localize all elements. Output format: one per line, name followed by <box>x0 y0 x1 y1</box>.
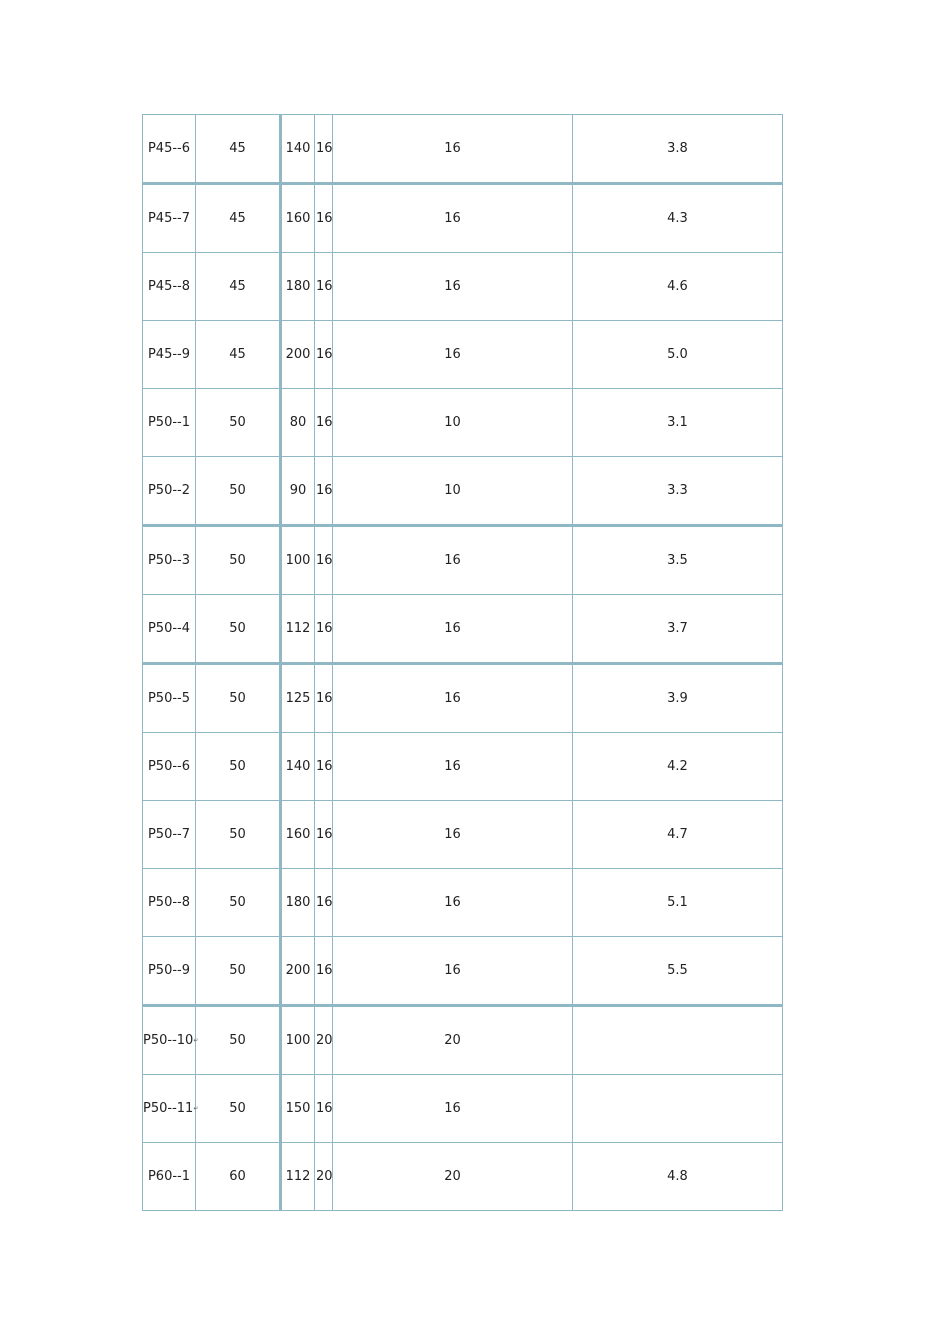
cell-b <box>315 595 333 664</box>
cell-b-text: 16 <box>316 759 333 774</box>
cell-weight <box>573 801 783 869</box>
cell-weight-text: 3.7 <box>667 621 688 636</box>
cell-b2 <box>333 115 573 184</box>
cell-b-text: 16 <box>316 827 333 842</box>
cell-b <box>315 115 333 184</box>
cell-b-text: 16 <box>316 691 333 706</box>
cell-b2 <box>333 869 573 937</box>
cell-weight-text: 4.8 <box>667 1169 688 1184</box>
cell-b2 <box>333 1143 573 1211</box>
cell-b2-text: 10 <box>444 415 461 430</box>
cell-b2 <box>333 595 573 664</box>
cell-code-text: P50--8 <box>147 895 191 910</box>
cell-length-text: 200 <box>285 347 311 362</box>
cell-code-text: P50--11 <box>143 1101 194 1116</box>
cell-length <box>281 937 315 1006</box>
cell-b2-text: 16 <box>444 211 461 226</box>
cell-length <box>281 869 315 937</box>
cell-length-text: 112 <box>285 1169 311 1184</box>
table-row <box>143 1075 783 1143</box>
cell-b2-text: 16 <box>444 279 461 294</box>
cell-diameter <box>196 457 281 526</box>
cell-length-text: 100 <box>285 553 311 568</box>
cell-b2 <box>333 801 573 869</box>
cell-diameter <box>196 115 281 184</box>
cell-b-text: 16 <box>316 621 333 636</box>
cell-length <box>281 1006 315 1075</box>
cell-b2-text: 16 <box>444 895 461 910</box>
cell-diameter-text: 45 <box>229 279 246 294</box>
cell-diameter <box>196 389 281 457</box>
paragraph-mark-icon: ↵ <box>193 1037 199 1044</box>
cell-b2-text: 16 <box>444 827 461 842</box>
cell-diameter <box>196 937 281 1006</box>
cell-length <box>281 184 315 253</box>
cell-diameter-text: 50 <box>229 621 246 636</box>
cell-b <box>315 801 333 869</box>
cell-diameter <box>196 253 281 321</box>
table-row <box>143 664 783 733</box>
cell-b2 <box>333 457 573 526</box>
cell-code <box>143 1006 199 1075</box>
table-row <box>143 526 783 595</box>
cell-diameter <box>196 526 281 595</box>
spec-table-body <box>143 115 783 1211</box>
cell-length-text: 140 <box>285 759 311 774</box>
table-row <box>143 937 783 1006</box>
cell-code-text: P45--6 <box>147 141 191 156</box>
cell-weight <box>573 664 783 733</box>
cell-diameter-text: 50 <box>229 1101 246 1116</box>
cell-weight <box>573 595 783 664</box>
spec-table <box>142 114 783 1211</box>
cell-code <box>143 253 196 321</box>
cell-code <box>143 184 196 253</box>
cell-diameter-text: 45 <box>229 347 246 362</box>
cell-b-text: 20 <box>316 1169 333 1184</box>
cell-weight <box>573 733 783 801</box>
cell-diameter-text: 50 <box>229 827 246 842</box>
cell-length-text: 80 <box>289 415 307 430</box>
table-row <box>143 595 783 664</box>
cell-code-text: P50--6 <box>147 759 191 774</box>
cell-b-text: 20 <box>316 1033 333 1048</box>
cell-length <box>281 595 315 664</box>
cell-code-text: P50--3 <box>147 553 191 568</box>
cell-b2 <box>333 1006 573 1075</box>
cell-weight <box>573 1143 783 1211</box>
cell-b-text: 16 <box>316 141 333 156</box>
cell-length-text: 180 <box>285 895 311 910</box>
cell-weight-text: 5.5 <box>667 963 688 978</box>
cell-length <box>281 664 315 733</box>
cell-length <box>281 253 315 321</box>
cell-length-text: 150 <box>285 1101 311 1116</box>
cell-weight <box>573 526 783 595</box>
cell-b2 <box>333 321 573 389</box>
cell-code <box>143 457 196 526</box>
table-row <box>143 801 783 869</box>
cell-length-text: 100 <box>285 1033 311 1048</box>
cell-length-text: 125 <box>285 691 311 706</box>
cell-length <box>281 389 315 457</box>
cell-code <box>143 389 196 457</box>
cell-b2-text: 16 <box>444 553 461 568</box>
cell-diameter <box>196 733 281 801</box>
cell-b2 <box>333 733 573 801</box>
cell-b2 <box>333 184 573 253</box>
cell-b-text: 16 <box>316 895 333 910</box>
cell-weight <box>573 869 783 937</box>
cell-length-text: 140 <box>285 141 311 156</box>
cell-code-text: P50--2 <box>147 483 191 498</box>
cell-b <box>315 253 333 321</box>
cell-code-text: P45--8 <box>147 279 191 294</box>
cell-diameter <box>196 1075 281 1143</box>
cell-code-text: P45--9 <box>147 347 191 362</box>
cell-code <box>143 1143 196 1211</box>
cell-b <box>315 1075 333 1143</box>
cell-b2-text: 16 <box>444 691 461 706</box>
cell-weight-text: 5.0 <box>667 347 688 362</box>
cell-diameter-text: 45 <box>229 211 246 226</box>
cell-length <box>281 733 315 801</box>
table-row <box>143 253 783 321</box>
cell-code <box>143 321 196 389</box>
cell-diameter <box>196 595 281 664</box>
cell-b-text: 16 <box>316 415 333 430</box>
cell-b2 <box>333 253 573 321</box>
cell-length-text: 160 <box>285 827 311 842</box>
cell-b <box>315 664 333 733</box>
cell-length <box>281 526 315 595</box>
cell-diameter <box>196 1006 281 1075</box>
cell-weight-text: 4.2 <box>667 759 688 774</box>
cell-diameter <box>196 321 281 389</box>
cell-code-text: P50--1 <box>147 415 191 430</box>
cell-b-text: 16 <box>316 1101 333 1116</box>
table-row <box>143 115 783 184</box>
cell-length <box>281 457 315 526</box>
cell-b <box>315 457 333 526</box>
cell-length-text: 160 <box>285 211 311 226</box>
cell-code <box>143 869 196 937</box>
cell-weight-text: 3.9 <box>667 691 688 706</box>
cell-diameter-text: 50 <box>229 415 246 430</box>
cell-b2-text: 16 <box>444 1101 461 1116</box>
cell-b <box>315 1143 333 1211</box>
cell-diameter <box>196 869 281 937</box>
cell-code-text: P50--5 <box>147 691 191 706</box>
paragraph-mark-icon: ↵ <box>193 1105 199 1112</box>
cell-code <box>143 733 196 801</box>
cell-code <box>143 115 196 184</box>
cell-b2-text: 16 <box>444 759 461 774</box>
cell-b2-text: 20 <box>444 1033 461 1048</box>
cell-b2-text: 16 <box>444 141 461 156</box>
cell-diameter-text: 45 <box>229 141 246 156</box>
cell-length <box>281 115 315 184</box>
cell-length <box>281 1143 315 1211</box>
cell-weight-text: 3.3 <box>667 483 688 498</box>
cell-weight <box>573 937 783 1006</box>
cell-weight <box>573 253 783 321</box>
cell-b2-text: 10 <box>444 483 461 498</box>
cell-diameter <box>196 801 281 869</box>
cell-code <box>143 801 196 869</box>
cell-length-text: 112 <box>285 621 311 636</box>
cell-code-text: P50--7 <box>147 827 191 842</box>
cell-b <box>315 733 333 801</box>
cell-code <box>143 937 196 1006</box>
cell-b-text: 16 <box>316 553 333 568</box>
cell-diameter-text: 50 <box>229 553 246 568</box>
table-row <box>143 869 783 937</box>
cell-diameter-text: 50 <box>229 1033 246 1048</box>
cell-weight-text: 5.1 <box>667 895 688 910</box>
cell-b2 <box>333 526 573 595</box>
cell-b2-text: 16 <box>444 621 461 636</box>
cell-length-text: 90 <box>289 483 307 498</box>
cell-b-text: 16 <box>316 347 333 362</box>
cell-weight-text: 4.7 <box>667 827 688 842</box>
cell-b2 <box>333 664 573 733</box>
cell-b <box>315 389 333 457</box>
cell-b-text: 16 <box>316 483 333 498</box>
cell-b2 <box>333 937 573 1006</box>
cell-b <box>315 869 333 937</box>
table-row <box>143 733 783 801</box>
cell-diameter-text: 50 <box>229 483 246 498</box>
cell-weight <box>573 1006 783 1075</box>
table-row <box>143 389 783 457</box>
cell-weight <box>573 1075 783 1143</box>
cell-weight-text: 4.6 <box>667 279 688 294</box>
cell-length <box>281 1075 315 1143</box>
cell-weight <box>573 321 783 389</box>
table-row <box>143 457 783 526</box>
cell-code <box>143 664 196 733</box>
cell-weight-text: 3.1 <box>667 415 688 430</box>
table-row <box>143 184 783 253</box>
cell-diameter <box>196 184 281 253</box>
cell-b2-text: 16 <box>444 963 461 978</box>
cell-code-text: P50--10 <box>143 1033 194 1048</box>
cell-weight <box>573 115 783 184</box>
cell-code <box>143 526 196 595</box>
cell-diameter-text: 50 <box>229 963 246 978</box>
cell-b2 <box>333 1075 573 1143</box>
cell-b-text: 16 <box>316 963 333 978</box>
cell-weight-text: 4.3 <box>667 211 688 226</box>
cell-b-text: 16 <box>316 279 333 294</box>
cell-weight-text: 3.5 <box>667 553 688 568</box>
cell-length <box>281 801 315 869</box>
cell-diameter-text: 60 <box>229 1169 246 1184</box>
cell-weight <box>573 457 783 526</box>
cell-code <box>143 595 196 664</box>
cell-length <box>281 321 315 389</box>
cell-code <box>143 1075 199 1143</box>
cell-diameter <box>196 664 281 733</box>
cell-code-text: P50--4 <box>147 621 191 636</box>
cell-diameter-text: 50 <box>229 759 246 774</box>
cell-b <box>315 321 333 389</box>
cell-weight <box>573 184 783 253</box>
cell-length-text: 180 <box>285 279 311 294</box>
cell-b2 <box>333 389 573 457</box>
cell-b <box>315 937 333 1006</box>
cell-b <box>315 526 333 595</box>
cell-diameter-text: 50 <box>229 691 246 706</box>
cell-code-text: P50--9 <box>147 963 191 978</box>
cell-length-text: 200 <box>285 963 311 978</box>
table-row <box>143 321 783 389</box>
cell-code-text: P60--1 <box>147 1169 191 1184</box>
cell-b <box>315 1006 333 1075</box>
cell-b-text: 16 <box>316 211 333 226</box>
cell-weight <box>573 389 783 457</box>
cell-weight-text: 3.8 <box>667 141 688 156</box>
table-row <box>143 1006 783 1075</box>
cell-diameter-text: 50 <box>229 895 246 910</box>
cell-b2-text: 20 <box>444 1169 461 1184</box>
cell-code-text: P45--7 <box>147 211 191 226</box>
cell-b2-text: 16 <box>444 347 461 362</box>
cell-diameter <box>196 1143 281 1211</box>
cell-b <box>315 184 333 253</box>
table-row <box>143 1143 783 1211</box>
